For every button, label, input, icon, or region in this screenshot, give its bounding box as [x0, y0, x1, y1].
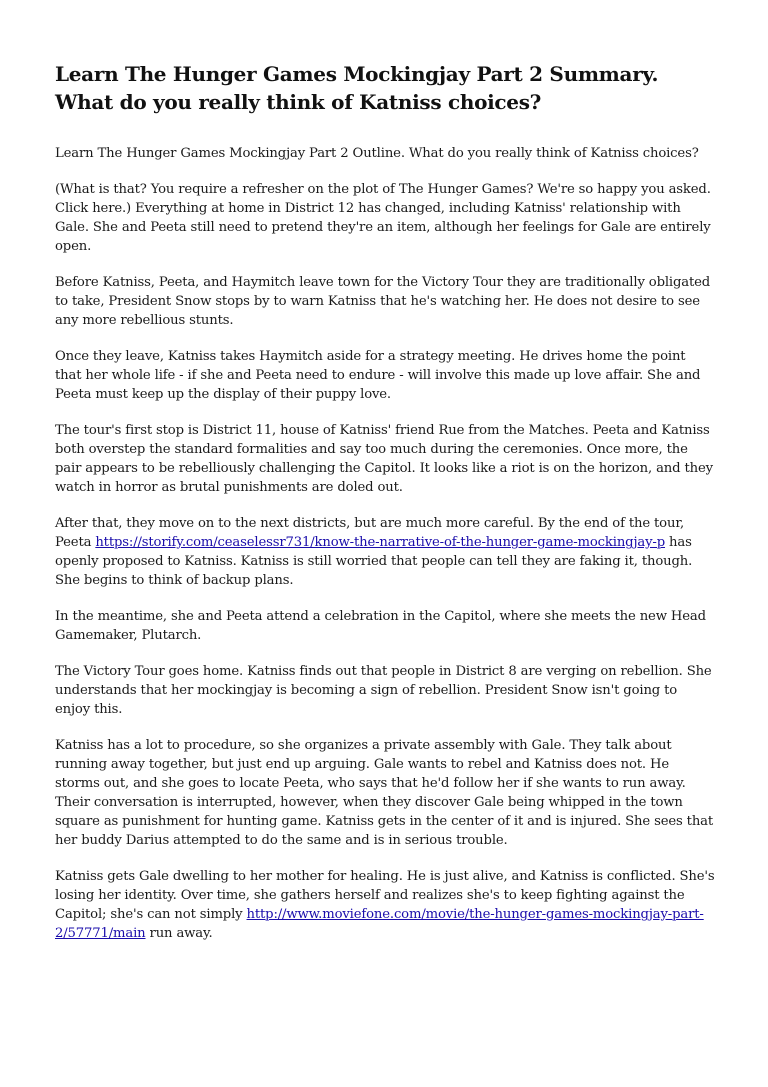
paragraph-outline: Learn The Hunger Games Mockingjay Part 2 Outline. What do you really think of Katniss choices?	[55, 146, 699, 161]
paragraph-proposal-after: has openly proposed to Katniss. Katniss is still worried that people can tell they are faking it, though. She begins to think of backup plans.	[55, 535, 693, 588]
document-page	[55, 60, 715, 960]
paragraph-strategy-meeting: Once they leave, Katniss takes Haymitch aside for a strategy meeting. He drives home the point that her whole life - if she and Peeta need to endure - will involve this made up love affair. She and Peeta must keep up the display of their puppy love.	[55, 349, 701, 402]
document-title: Learn The Hunger Games Mockingjay Part 2 Summary. What do you really think of Katniss choices?	[55, 62, 659, 114]
paragraph-refresher: (What is that? You require a refresher on the plot of The Hunger Games? We're so happy you asked. Click here.) Everything at home in District 12 has changed, including Katniss' relationship with Gale. She and Peeta still need to pretend they're an item, although her feelings for Gale are entirely open.	[55, 182, 711, 254]
storify-link[interactable]: https://storify.com/ceaselessr731/know-the-narrative-of-the-hunger-game-mockingjay-p	[95, 535, 666, 550]
paragraph-proposal	[55, 514, 715, 590]
paragraph-district-11: The tour's first stop is District 11, house of Katniss' friend Rue from the Matches. Peeta and Katniss both overstep the standard formalities and say too much during the ceremonies. Once more, the pair appears to be rebelliously challenging the Capitol. It looks like a riot is on the horizon, and they watch in horror as brutal punishments are doled out.	[55, 423, 713, 495]
paragraph-victory-tour: Before Katniss, Peeta, and Haymitch leave town for the Victory Tour they are traditionally obligated to take, President Snow stops by to warn Katniss that he's watching her. He does not desire to see any more rebellious stunts.	[55, 275, 711, 328]
paragraph-celebration: In the meantime, she and Peeta attend a celebration in the Capitol, where she meets the new Head Gamemaker, Plutarch.	[55, 609, 706, 643]
paragraph-healing	[55, 867, 715, 943]
paragraph-healing-before: Katniss gets Gale dwelling to her mother for healing. He is just alive, and Katniss is conflicted. She's losing her identity. Over time, she gathers herself and realizes she's to keep fighting against the Capitol; she's can not simply	[55, 869, 715, 922]
paragraph-district-8: The Victory Tour goes home. Katniss finds out that people in District 8 are verging on rebellion. She understands that her mockingjay is becoming a sign of rebellion. President Snow isn't going to enjoy this.	[55, 664, 712, 717]
paragraph-healing-after: run away.	[145, 926, 213, 941]
moviefone-link[interactable]: http://www.moviefone.com/movie/the-hunger-games-mockingjay-part-2/57771/main	[55, 907, 704, 941]
paragraph-proposal-before: After that, they move on to the next districts, but are much more careful. By the end of the tour, Peeta	[55, 516, 685, 550]
paragraph-gale-meeting: Katniss has a lot to procedure, so she organizes a private assembly with Gale. They talk about running away together, but just end up arguing. Gale wants to rebel and Katniss does not. He storms out, and she goes to locate Peeta, who says that he'd follow her if she wants to run away. Their conversation is interrupted, however, when they discover Gale being whipped in the town square as punishment for hunting game. Katniss gets in the center of it and is injured. She sees that her buddy Darius attempted to do the same and is in serious trouble.	[55, 738, 714, 848]
